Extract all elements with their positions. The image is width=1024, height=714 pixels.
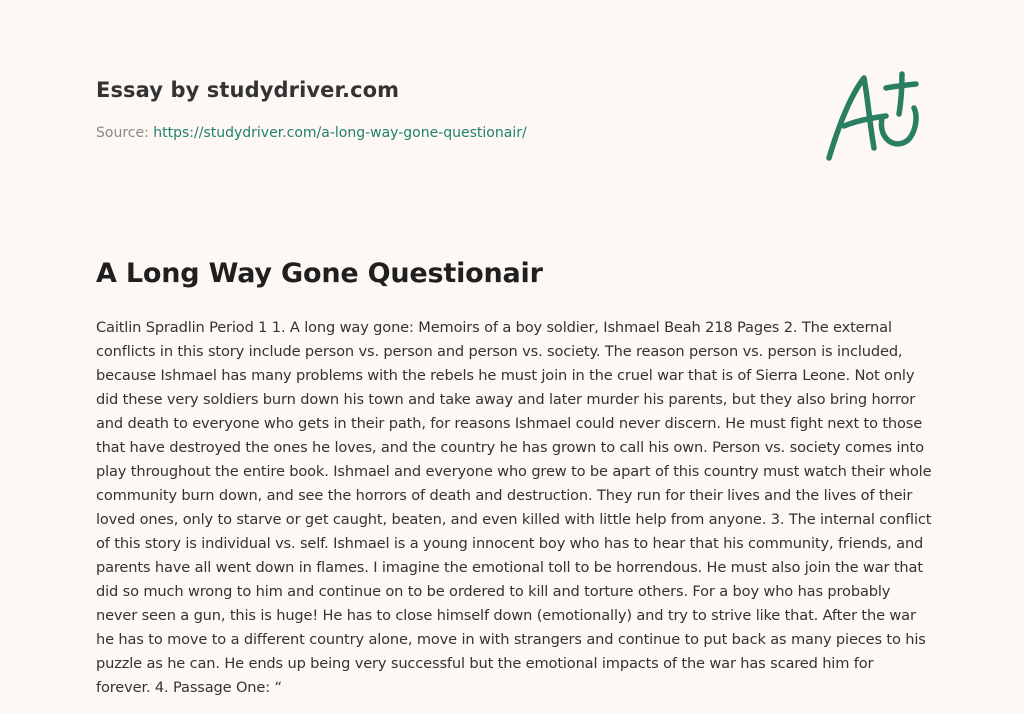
a-plus-logo-icon: [820, 66, 930, 166]
source-link[interactable]: https://studydriver.com/a-long-way-gone-questionair/: [153, 125, 527, 141]
essay-body: Caitlin Spradlin Period 1 1. A long way gone: Memoirs of a boy soldier, Ishmael Beah 218 Pages 2. The external conflicts in this story include person vs. person and person vs. society. The reason person vs. person is included, because Ishmael has many problems with the rebels he must join in the cruel war that is of Sierra Leone. Not only did these very soldiers burn down his town and take away and later murder his parents, but they also bring horror and death to everyone who gets in their path, for reasons Ishmael could never discern. He must fight next to those that have destroyed the ones he loves, and the country he has grown to call his own. Person vs. society comes into play throughout the entire book. Ishmael and everyone who grew to be apart of this country must watch their whole community burn down, and see the horrors of death and destruction. They run for their lives and the lives of their loved ones, only to starve or get caught, beaten, and even killed with little help from anyone. 3. The internal conflict of this story is individual vs. self. Ishmael is a young innocent boy who has to hear that his community, friends, and parents have all went down in flames. I imagine the emotional toll to be horrendous. He must also join the war that did so much wrong to him and continue on to be ordered to kill and torture others. For a boy who has probably never seen a gun, this is huge! He has to close himself down (emotionally) and try to strive like that. After the war he has to move to a different country alone, move in with strangers and continue to put back as many pieces to his puzzle as he can. He ends up being very successful but the emotional impacts of the war has scared him for forever. 4. Passage One: “: [96, 319, 932, 696]
page-title: A Long Way Gone Questionair: [96, 258, 543, 289]
essay-header: [96, 76, 796, 142]
essay-by-heading: Essay by studydriver.com: [96, 78, 400, 102]
source-label: Source:: [96, 125, 149, 141]
source-line: [96, 124, 796, 142]
